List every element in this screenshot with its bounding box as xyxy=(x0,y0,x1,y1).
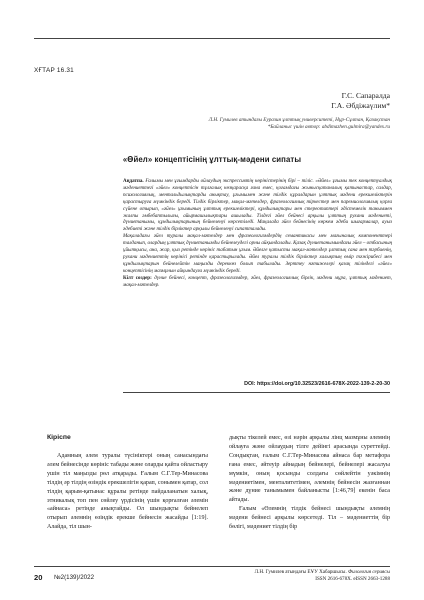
abstract-text-1: Ғалымы мен ұғымдарды ойлаудың экспрессивтің көріністерінің бірі – тіліс. «Әйел» ұғымы тек концептуалдық мәдениеттегі «әйел» концептісін тұлғалық көзқарасқа ғана емес, қоғамдағы жынысқатаналық қатынастар, салдар, психологиялық, ментальдылықтарды анықтау, ұғымымен және тілдік құралдарын ұлттық мәдени ерекшеліктерін қарастыруға мүмкіндік береді. Тілдік бірліктер, мақал-мәтелдер, фразеологиялық тіркестер мен паремиологиялық қорға сүйене отырып, «әйел» ұғымының ұлттық ерекшеліктері, құндылықтары мен стереотиптері әдістемелік таныммен жалпы әмбебаптылығы, айырмашылықтары ашылады. Тілдегі әйел бейнесі арқылы ұлттың рухани мәдениеті, дүниетанымы, құндылықтарының бейнеленуі көрсетіледі. Мақалада әйел бейнесінің көркем әдеби шығармалар, ауыз әдебиеті және тілдік бірліктер арқылы бейнеленуі сипатталады. xyxy=(123,178,392,233)
body-paragraph: дықты тікелей емес, өзі нәрін арқылы лінц мазмұны әлемнің ойлауға және ойлаудың тілге дейінгі арасында суреттейді. Сондықтан, ғалым С.Г.Тер-Минасова айнаса бар метафора ғана емес, әйтеуір айнадың бейнелері, бейнелері жасалуы мүмкін, оның қосынды солдағы сөйлейтін уәкімнің мәдениетімен, менталитетімен, әлемнің бейнесін жазғаннан және дүние танымымен байланысты [1:46,79] екенін баса айтады. xyxy=(229,435,390,504)
correspondence-line: *Байланыс үшін автор: abdimazhen.gulmira@yandex.ru xyxy=(267,124,390,130)
udc-code: ХҒТАР 16.31 xyxy=(34,67,74,74)
abstract-paragraph-2: Мақаладағы әйел туралы мақал-мәтелдер мен фразеологизмдердің семантикасы мен мағыналық компоненттері талданып, олардың ұлттық дүниетанымды бейнелеудегі орны айқындалады. Қазақ дүниетанымындағы әйел – отбасының ұйытқысы, ана, жар, қыз ретінде көрініс табатын ұғым. Әйелге қатысты мақал-мәтелдер ұлттық сана мен тәрбиенің, рухани мәдениеттің көрінісі ретінде қарастырылады. Әйел туралы тілдік бірліктер халықтың өмір тәжірибесі мен құндылықтарын бейнелейтін маңызды дереккөз болып табылады. Зерттеу нәтижелері қазақ тіліндегі «әйел» концептісінің мазмұнын айқындауға мүмкіндік береді. xyxy=(123,233,392,274)
journal-info xyxy=(255,569,390,583)
doi-link[interactable]: DOI: https://doi.org/10.32523/2616-678X-2022-139-2-20-30 xyxy=(244,381,390,387)
doi-rule xyxy=(123,392,390,393)
affiliation-block xyxy=(209,117,390,131)
keywords-label: Кілт сөздер: xyxy=(123,274,152,281)
journal-title: Л.Н. Гумилев атындағы ЕҰУ Хабаршысы. xyxy=(254,569,347,575)
journal-series: Филология сериясы xyxy=(348,569,390,575)
header-rule xyxy=(34,38,390,39)
body-column-left xyxy=(47,452,208,532)
keywords xyxy=(123,275,392,289)
author-1: Г.С. Сапаралда xyxy=(341,91,390,100)
page-number: 20 xyxy=(34,573,43,582)
author-2: Г.А. Әбдіжаүлим* xyxy=(331,101,390,110)
body-paragraph: Адамның әлем туралы түсініктері оның санасындағы әлем бейнесінде көрініс табады және оларды қайта ойластыру ушін тіл маңызды рөл атқарады. Ғалым С.Г.Тер-Минасова тілдің әр тілдің өзіндік ерекшелігін қарап, сонымен қатар, сол тілдің қарым-қатынас құралы ретінде пайдаланатын халық, этникалық топ пен сөйлеу үрдісінің үшін қорғалған әлемін «айнаса» ретінде анықтайды. Ол шындықты бейнелеп отырып әлемнің өзіндік ерекше бейнесін жасайды [1:19]. Алайда, тіл шын- xyxy=(47,453,208,531)
body-column-right xyxy=(229,434,390,532)
issue-number: №2(139)/2022 xyxy=(54,574,95,581)
abstract-paragraph-1 xyxy=(123,178,392,233)
abstract xyxy=(123,178,392,289)
section-heading-introduction: Кіріспе xyxy=(47,434,71,441)
body-paragraph: Ғалым «Өлемнің тілдік бейнесі шындықты әлемнің мәдени бейнесі арқылы көрсетеді. Тіл – мәдениеттің бір бөлігі, мәдениет тілдің бір xyxy=(229,506,390,531)
journal-name xyxy=(255,569,390,576)
footer-rule xyxy=(34,566,390,567)
affiliation-line: Л.Н. Гумилев атындағы Еуразия ұлттық университеті, Нұр-Сұлтан, Қазақстан xyxy=(208,117,390,123)
keywords-text: дүние бейнесі, концепт, фразеологизмдер, әйел, фразеологиялық бірлік, мәдени мұра, ұлттық мәдениет, мақал-мәтелдер. xyxy=(123,274,392,288)
abstract-label: Аңдатпа. xyxy=(123,178,144,184)
authors-block xyxy=(331,91,390,111)
journal-issn: ISSN 2616-678X. eISSN 2663-1288 xyxy=(315,575,390,582)
article-title: «Өйел» концептісінің ұлттық-мәдени сипаты xyxy=(122,155,302,164)
